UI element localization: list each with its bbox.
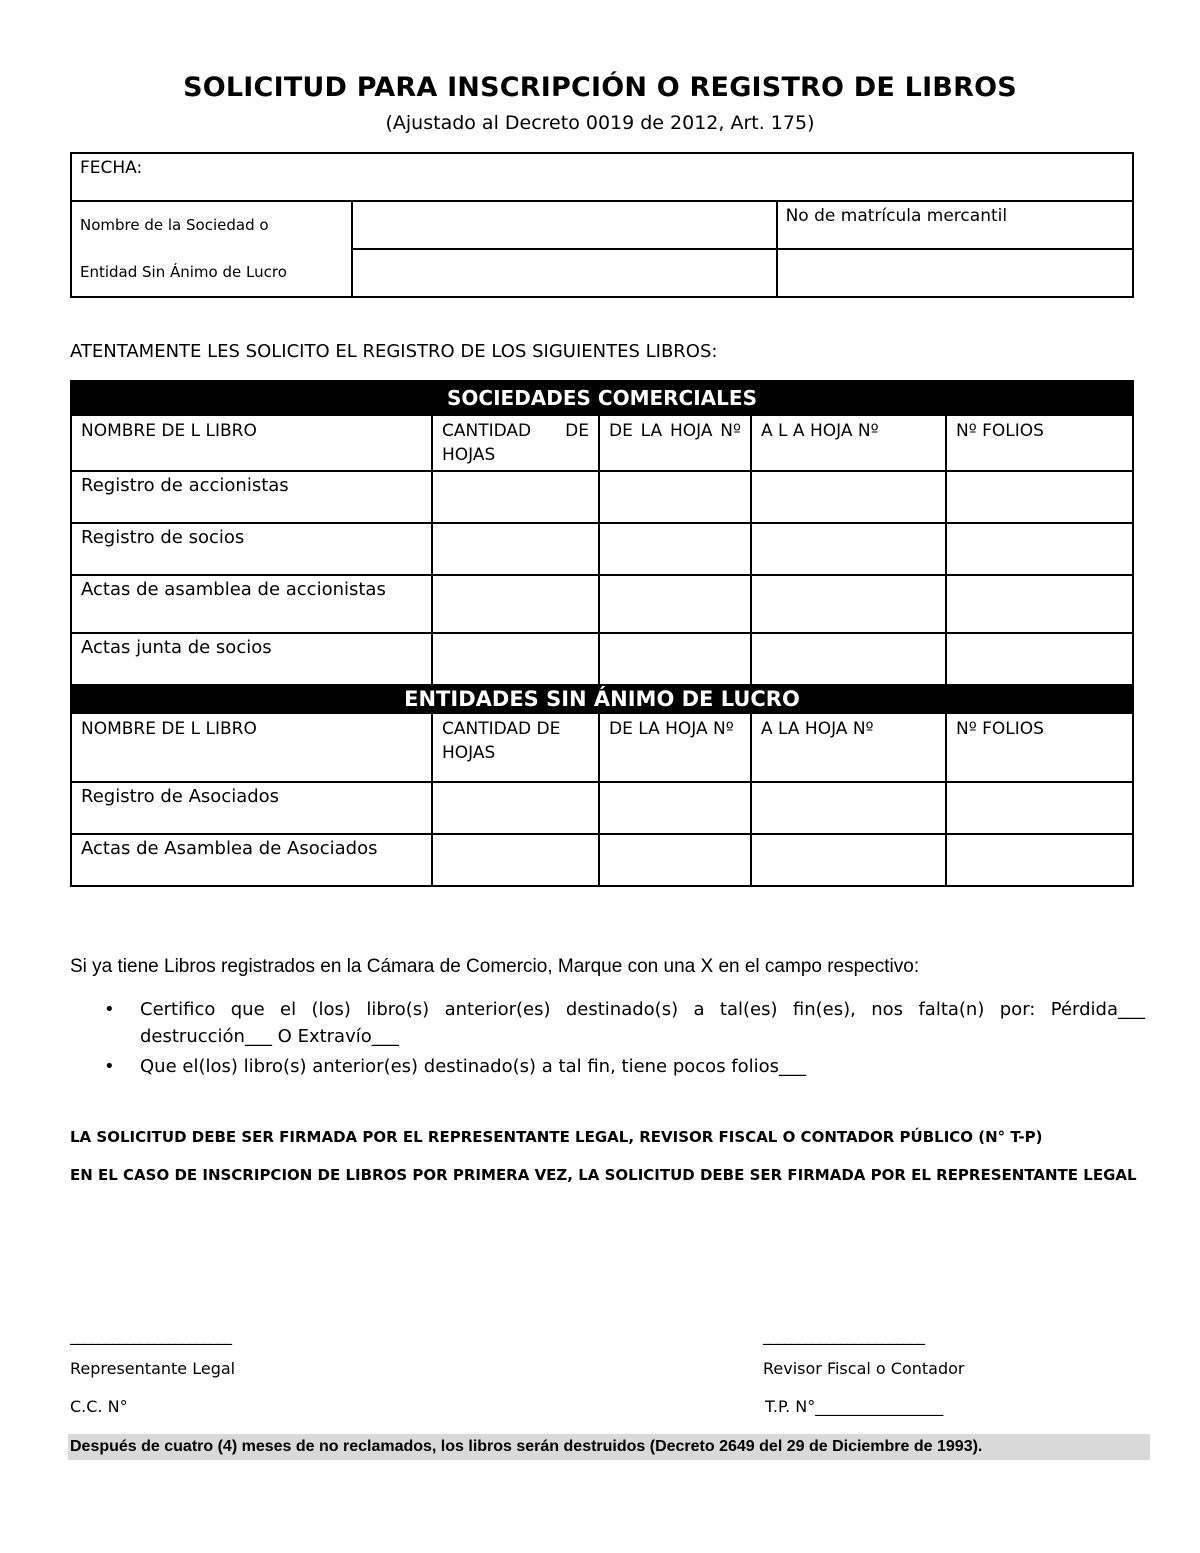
first-time-notice: EN EL CASO DE INSCRIPCION DE LIBROS POR PRIMERA VEZ, LA SOLICITUD DEBE SER FIRMADA POR EL REPRESENTANTE LEGAL xyxy=(70,1166,1137,1184)
column-header-row xyxy=(71,415,1133,471)
a-hoja-cell[interactable] xyxy=(751,834,946,886)
page-title: SOLICITUD PARA INSCRIPCIÓN O REGISTRO DE LIBROS xyxy=(183,72,1017,103)
de-hoja-cell[interactable] xyxy=(599,834,751,886)
cantidad-cell[interactable] xyxy=(432,523,599,575)
bullet-icon: • xyxy=(104,1056,115,1077)
check-text[interactable]: Que el(los) libro(s) anterior(es) destinado(s) a tal fin, tiene pocos folios___ xyxy=(140,1056,807,1077)
nombre-label-cell-2 xyxy=(71,249,352,297)
fecha-field[interactable] xyxy=(71,153,1133,201)
page-subtitle: (Ajustado al Decreto 0019 de 2012, Art. 175) xyxy=(385,112,815,134)
table-row xyxy=(71,633,1133,685)
book-name: Registro de Asociados xyxy=(71,782,432,834)
section-title: SOCIEDADES COMERCIALES xyxy=(71,381,1133,415)
request-intro: ATENTAMENTE LES SOLICITO EL REGISTRO DE LOS SIGUIENTES LIBROS: xyxy=(70,341,718,362)
cantidad-cell[interactable] xyxy=(432,782,599,834)
de-hoja-cell[interactable] xyxy=(599,782,751,834)
checks-title: Si ya tiene Libros registrados en la Cámara de Comercio, Marque con una X en el campo respectivo: xyxy=(70,956,920,977)
folios-cell[interactable] xyxy=(946,575,1133,633)
checks-list xyxy=(70,996,1145,1083)
col-a-hoja: A L A HOJA Nº xyxy=(751,415,946,471)
folios-cell[interactable] xyxy=(946,782,1133,834)
nombre-field-2[interactable] xyxy=(352,249,777,297)
nombre-label-cell xyxy=(71,201,352,249)
table-row xyxy=(71,575,1133,633)
table-row xyxy=(71,834,1133,886)
de-hoja-cell[interactable] xyxy=(599,575,751,633)
book-name: Actas junta de socios xyxy=(71,633,432,685)
col-nombre: NOMBRE DE L LIBRO xyxy=(71,415,432,471)
matricula-value-field[interactable] xyxy=(777,249,1133,297)
a-hoja-cell[interactable] xyxy=(751,633,946,685)
col-folios: Nº FOLIOS xyxy=(946,713,1133,782)
de-hoja-cell[interactable] xyxy=(599,633,751,685)
col-cantidad: CANTIDAD DE HOJAS xyxy=(432,415,599,471)
col-cantidad: CANTIDAD DE HOJAS xyxy=(432,713,599,782)
table-row xyxy=(71,523,1133,575)
bullet-icon: • xyxy=(104,999,115,1020)
matricula-field[interactable] xyxy=(777,201,1133,249)
col-a-hoja: A LA HOJA Nº xyxy=(751,713,946,782)
a-hoja-cell[interactable] xyxy=(751,575,946,633)
left-signer-role: Representante Legal xyxy=(70,1359,236,1378)
folios-cell[interactable] xyxy=(946,633,1133,685)
left-signer-id: C.C. N° xyxy=(70,1397,128,1416)
table-row xyxy=(71,782,1133,834)
books-table xyxy=(70,380,1134,887)
right-signer-role: Revisor Fiscal o Contador xyxy=(763,1359,965,1378)
fecha-label: FECHA: xyxy=(80,158,143,178)
book-name: Registro de socios xyxy=(71,523,432,575)
folios-cell[interactable] xyxy=(946,834,1133,886)
signature-line-left[interactable]: _______________________ xyxy=(70,1326,231,1345)
cantidad-cell[interactable] xyxy=(432,633,599,685)
de-hoja-cell[interactable] xyxy=(599,523,751,575)
nombre-label-line2: Entidad Sin Ánimo de Lucro xyxy=(80,263,287,281)
col-nombre: NOMBRE DE L LIBRO xyxy=(71,713,432,782)
entity-info-table xyxy=(70,152,1134,298)
col-de-hoja: DE LA HOJA Nº xyxy=(599,713,751,782)
a-hoja-cell[interactable] xyxy=(751,782,946,834)
signature-notice: LA SOLICITUD DEBE SER FIRMADA POR EL REPRESENTANTE LEGAL, REVISOR FISCAL O CONTADOR PÚBLICO (N° T-P) xyxy=(70,1128,1043,1146)
section-title: ENTIDADES SIN ÁNIMO DE LUCRO xyxy=(71,685,1133,713)
folios-cell[interactable] xyxy=(946,471,1133,523)
book-name: Registro de accionistas xyxy=(71,471,432,523)
table-row xyxy=(71,471,1133,523)
nombre-field-1[interactable] xyxy=(352,201,777,249)
check-text[interactable]: Certifico que el (los) libro(s) anterior(es) destinado(s) a tal(es) fin(es), nos falta(n) por: Pérdida___ destrucción___ O Extravío___ xyxy=(140,999,1145,1047)
de-hoja-cell[interactable] xyxy=(599,471,751,523)
cantidad-cell[interactable] xyxy=(432,471,599,523)
signature-line-right[interactable]: _______________________ xyxy=(763,1326,924,1345)
book-name: Actas de Asamblea de Asociados xyxy=(71,834,432,886)
column-header-row xyxy=(71,713,1133,782)
matricula-label: No de matrícula mercantil xyxy=(785,206,1008,226)
book-name: Actas de asamblea de accionistas xyxy=(71,575,432,633)
col-folios: Nº FOLIOS xyxy=(946,415,1133,471)
list-item xyxy=(70,996,1145,1050)
right-signer-id: T.P. N°________________ xyxy=(765,1397,944,1416)
section-header-entidades xyxy=(71,685,1133,713)
a-hoja-cell[interactable] xyxy=(751,523,946,575)
cantidad-cell[interactable] xyxy=(432,575,599,633)
a-hoja-cell[interactable] xyxy=(751,471,946,523)
section-header-sociedades xyxy=(71,381,1133,415)
list-item xyxy=(70,1053,1145,1080)
nombre-label-line1: Nombre de la Sociedad o xyxy=(80,216,269,234)
footer-note: Después de cuatro (4) meses de no reclamados, los libros serán destruidos (Decreto 2649 del 29 de Diciembre de 1993). xyxy=(68,1434,1150,1460)
folios-cell[interactable] xyxy=(946,523,1133,575)
cantidad-cell[interactable] xyxy=(432,834,599,886)
col-de-hoja: DE LA HOJA Nº xyxy=(599,415,751,471)
